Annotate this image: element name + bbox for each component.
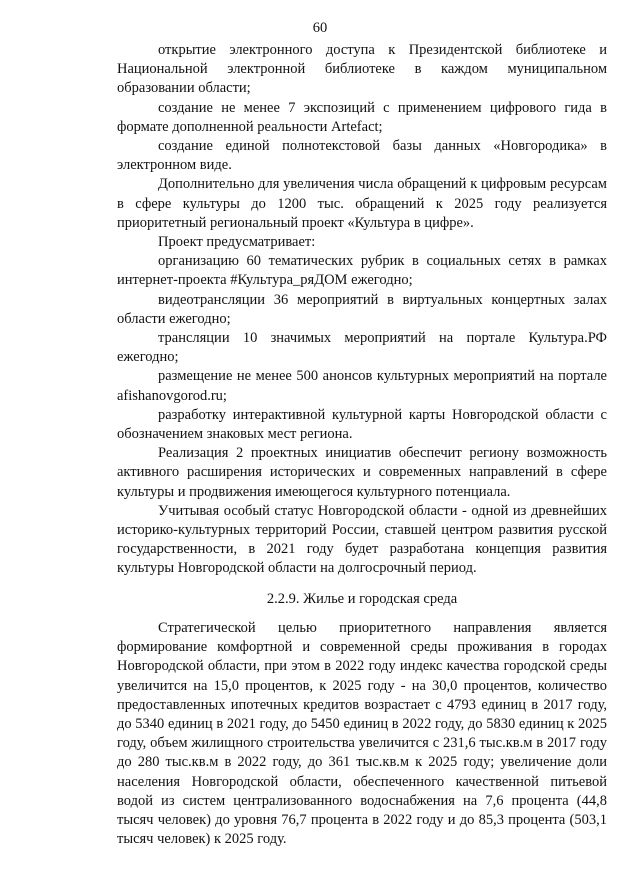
paragraph: Проект предусматривает: bbox=[158, 234, 316, 251]
page-number: 60 bbox=[312, 20, 328, 36]
paragraph: Учитывая особый статус Новгородской области - одной из древнейших историко-культурных территорий России, ставшей центром развития русской государственности, в 2021 году будет разработана концепция развития культуры Новгородской области на долгосрочный период. bbox=[117, 502, 607, 577]
paragraph: Дополнительно для увеличения числа обращений к цифровым ресурсам в сфере культуры до 1200 тыс. обращений к 2025 году реализуется приоритетный региональный проект «Культура в цифре». bbox=[117, 176, 607, 231]
paragraph: организацию 60 тематических рубрик в социальных сетях в рамках интернет-проекта #Культура_ряДОМ ежегодно; bbox=[117, 253, 607, 289]
paragraph: создание единой полнотекстовой базы данных «Новгородика» в электронном виде. bbox=[117, 138, 607, 174]
section-heading: 2.2.9. Жилье и городская среда bbox=[266, 590, 458, 607]
document-body bbox=[117, 41, 607, 849]
paragraph: открытие электронного доступа к Президентской библиотеке и Национальной электронной библиотеке в каждом муниципальном образовании области; bbox=[117, 42, 607, 97]
paragraph: создание не менее 7 экспозиций с применением цифрового гида в формате дополненной реальности Artefact; bbox=[117, 99, 607, 135]
paragraph: видеотрансляции 36 мероприятий в виртуальных концертных залах области ежегодно; bbox=[117, 291, 607, 327]
paragraph: разработку интерактивной культурной карты Новгородской области с обозначением знаковых мест региона. bbox=[117, 406, 607, 443]
paragraph: трансляции 10 значимых мероприятий на портале Культура.РФ ежегодно; bbox=[117, 330, 607, 366]
paragraph: Стратегической целью приоритетного направления является формирование комфортной и современной среды проживания в городах Новгородской области, при этом в 2022 году индекс качества городской среды увеличится на 15,0 процентов, к 2025 году - на 30,0 процентов, количество предоставленных ипотечных кредитов возрастает с 4793 единиц в 2017 году, до 5340 единиц в 2021 году, до 5450 единиц в 2022 году, до 5830 единиц к 2025 году, объем жилищного строительства увеличится с 231,6 тыс.кв.м в 2017 году до 280 тыс.кв.м в 2022 году, до 361 тыс.кв.м к 2025 году; увеличение доли населения Новгородской области, обеспеченного качественной питьевой водой из систем централизованного водоснабжения на 7,6 процента (44,8 тысяч человек) до уровня 76,7 процента в 2022 году и до 85,3 процента (503,1 тысяч человек) к 2025 году. bbox=[117, 619, 607, 848]
paragraph: Реализация 2 проектных инициатив обеспечит региону возможность активного расширения исторических и современных направлений в сфере культуры и продвижения имеющегося культурного потенциала. bbox=[117, 445, 607, 500]
paragraph: размещение не менее 500 анонсов культурных мероприятий на портале afishanovgorod.ru; bbox=[117, 368, 607, 404]
